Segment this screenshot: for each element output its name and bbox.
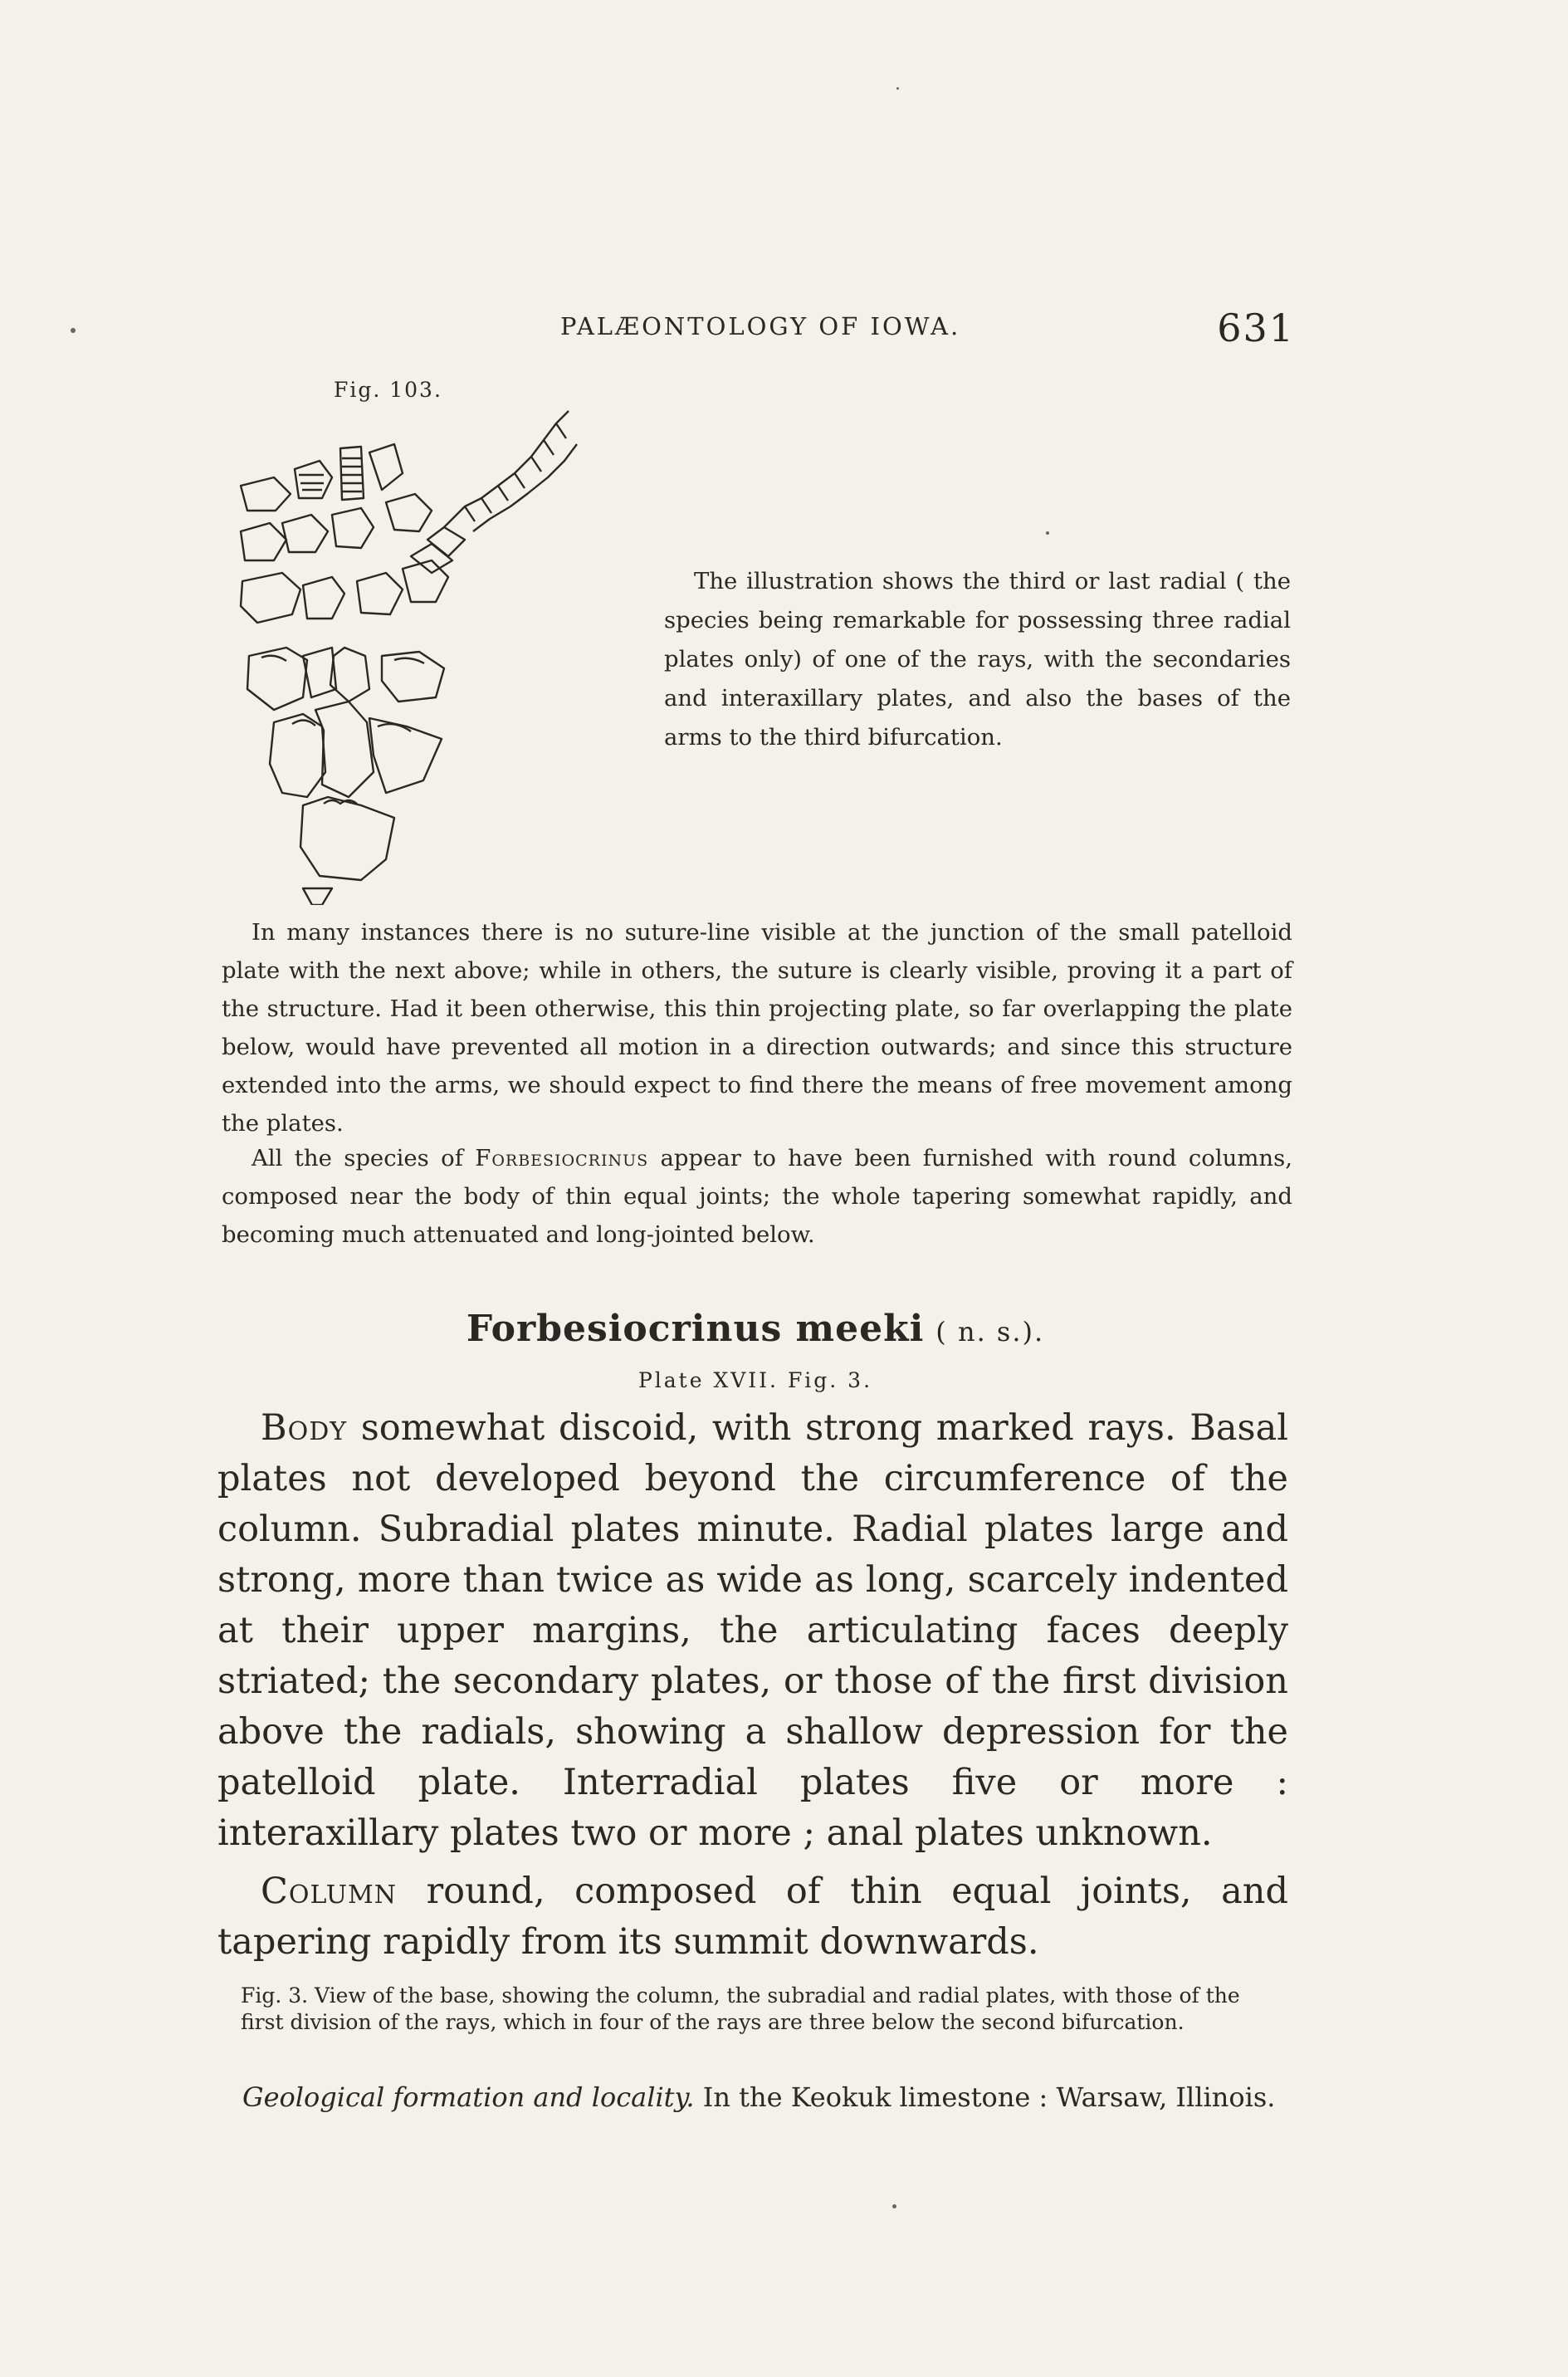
- arm-plate: [386, 494, 432, 531]
- genus-name: Forbesiocrinus: [475, 1145, 649, 1171]
- radial-articular-face: [378, 724, 411, 731]
- arm-plate: [241, 477, 291, 511]
- paragraph-columns: All the species of Forbesiocrinus appear to have been furnished with round columns, composed near the body of thin equal joints; the whole tapering somewhat rapidly, and becoming much attenuated and long-jointed below.: [222, 1145, 1292, 1248]
- fig-3-caption: Fig. 3. View of the base, showing the column, the subradial and radial plates, with those of the first division of the rays, which in four of the rays are three below the second bifurcation.: [241, 1983, 1240, 2034]
- paragraph-suture: In many instances there is no suture-line visible at the junction of the small patelloid plate with the next above; while in others, the suture is clearly visible, proving it a part of the structure. Had it been otherwise, this thin projecting plate, so far overlapping the plate below, would have prevented all motion in a direction outwards; and since this structure extended into the arms, we should expect to find there the means of free movement among the plates.: [222, 919, 1292, 1137]
- paper-speck: [71, 328, 76, 333]
- figure-label: Fig. 103.: [334, 378, 442, 402]
- secondary-plate: [303, 577, 344, 619]
- secondary-plate: [330, 648, 369, 702]
- plate-striations: [342, 458, 362, 492]
- species-name: Forbesiocrinus meeki: [466, 1308, 925, 1350]
- column-term: Column: [261, 1871, 398, 1912]
- radial-plate-left: [270, 714, 325, 797]
- geology-label: Geological formation and locality.: [242, 2081, 695, 2113]
- species-heading: [216, 1308, 1295, 1350]
- radial-plate-center: [315, 702, 374, 797]
- page-number: 631: [1217, 306, 1295, 350]
- plate-details: [261, 656, 424, 663]
- arm-plate: [295, 461, 332, 498]
- column-stem: [303, 888, 332, 905]
- paper-speck: [892, 2204, 896, 2208]
- description-body: Body somewhat discoid, with strong marked rays. Basal plates not developed beyond the circumference of the column. Subradial plates minute. Radial plates large and strong, more than twice as wide as long, scarcely indented at their upper margins, the articulating faces deeply striated; the secondary plates, or those of the first division above the radials, showing a shallow depression for the patelloid plate. Interradial plates five or more : interaxillary plates two or more ; anal plates unknown.: [217, 1407, 1288, 1854]
- species-status: ( n. s.).: [935, 1316, 1045, 1347]
- description-column: Column round, composed of thin equal joints, and tapering rapidly from its summit downwards.: [217, 1871, 1288, 1963]
- arm-plate: [411, 544, 452, 573]
- crinoid-figure-illustration: [224, 407, 672, 905]
- plate-striations: [299, 475, 324, 490]
- arm-plate: [282, 515, 328, 552]
- figure-caption: The illustration shows the third or last radial ( the species being remarkable for possessing three radial plates only) of one of the rays, with the secondaries and interaxillary plates, and also the bases of the arms to the third bifurcation.: [664, 568, 1291, 751]
- basal-plate: [300, 797, 394, 880]
- secondary-plate: [357, 573, 403, 614]
- radial-plate-right: [369, 718, 442, 793]
- body-term: Body: [261, 1407, 348, 1449]
- page-header: [216, 306, 1295, 355]
- paper-speck: [896, 87, 899, 90]
- fig-3-label: Fig. 3.: [241, 1983, 309, 2008]
- arm-plate: [369, 444, 403, 490]
- secondary-plate: [241, 573, 300, 623]
- arm-plate: [427, 527, 465, 556]
- plate-reference: Plate XVII. Fig. 3.: [637, 1368, 873, 1392]
- arm-plate: [241, 523, 286, 560]
- running-title: PALÆONTOLOGY OF IOWA.: [560, 312, 961, 340]
- paper-speck: [1046, 531, 1049, 535]
- arm-plate: [332, 508, 374, 548]
- geology-locality: Geological formation and locality. In the Keokuk limestone : Warsaw, Illinois.: [242, 2081, 1276, 2113]
